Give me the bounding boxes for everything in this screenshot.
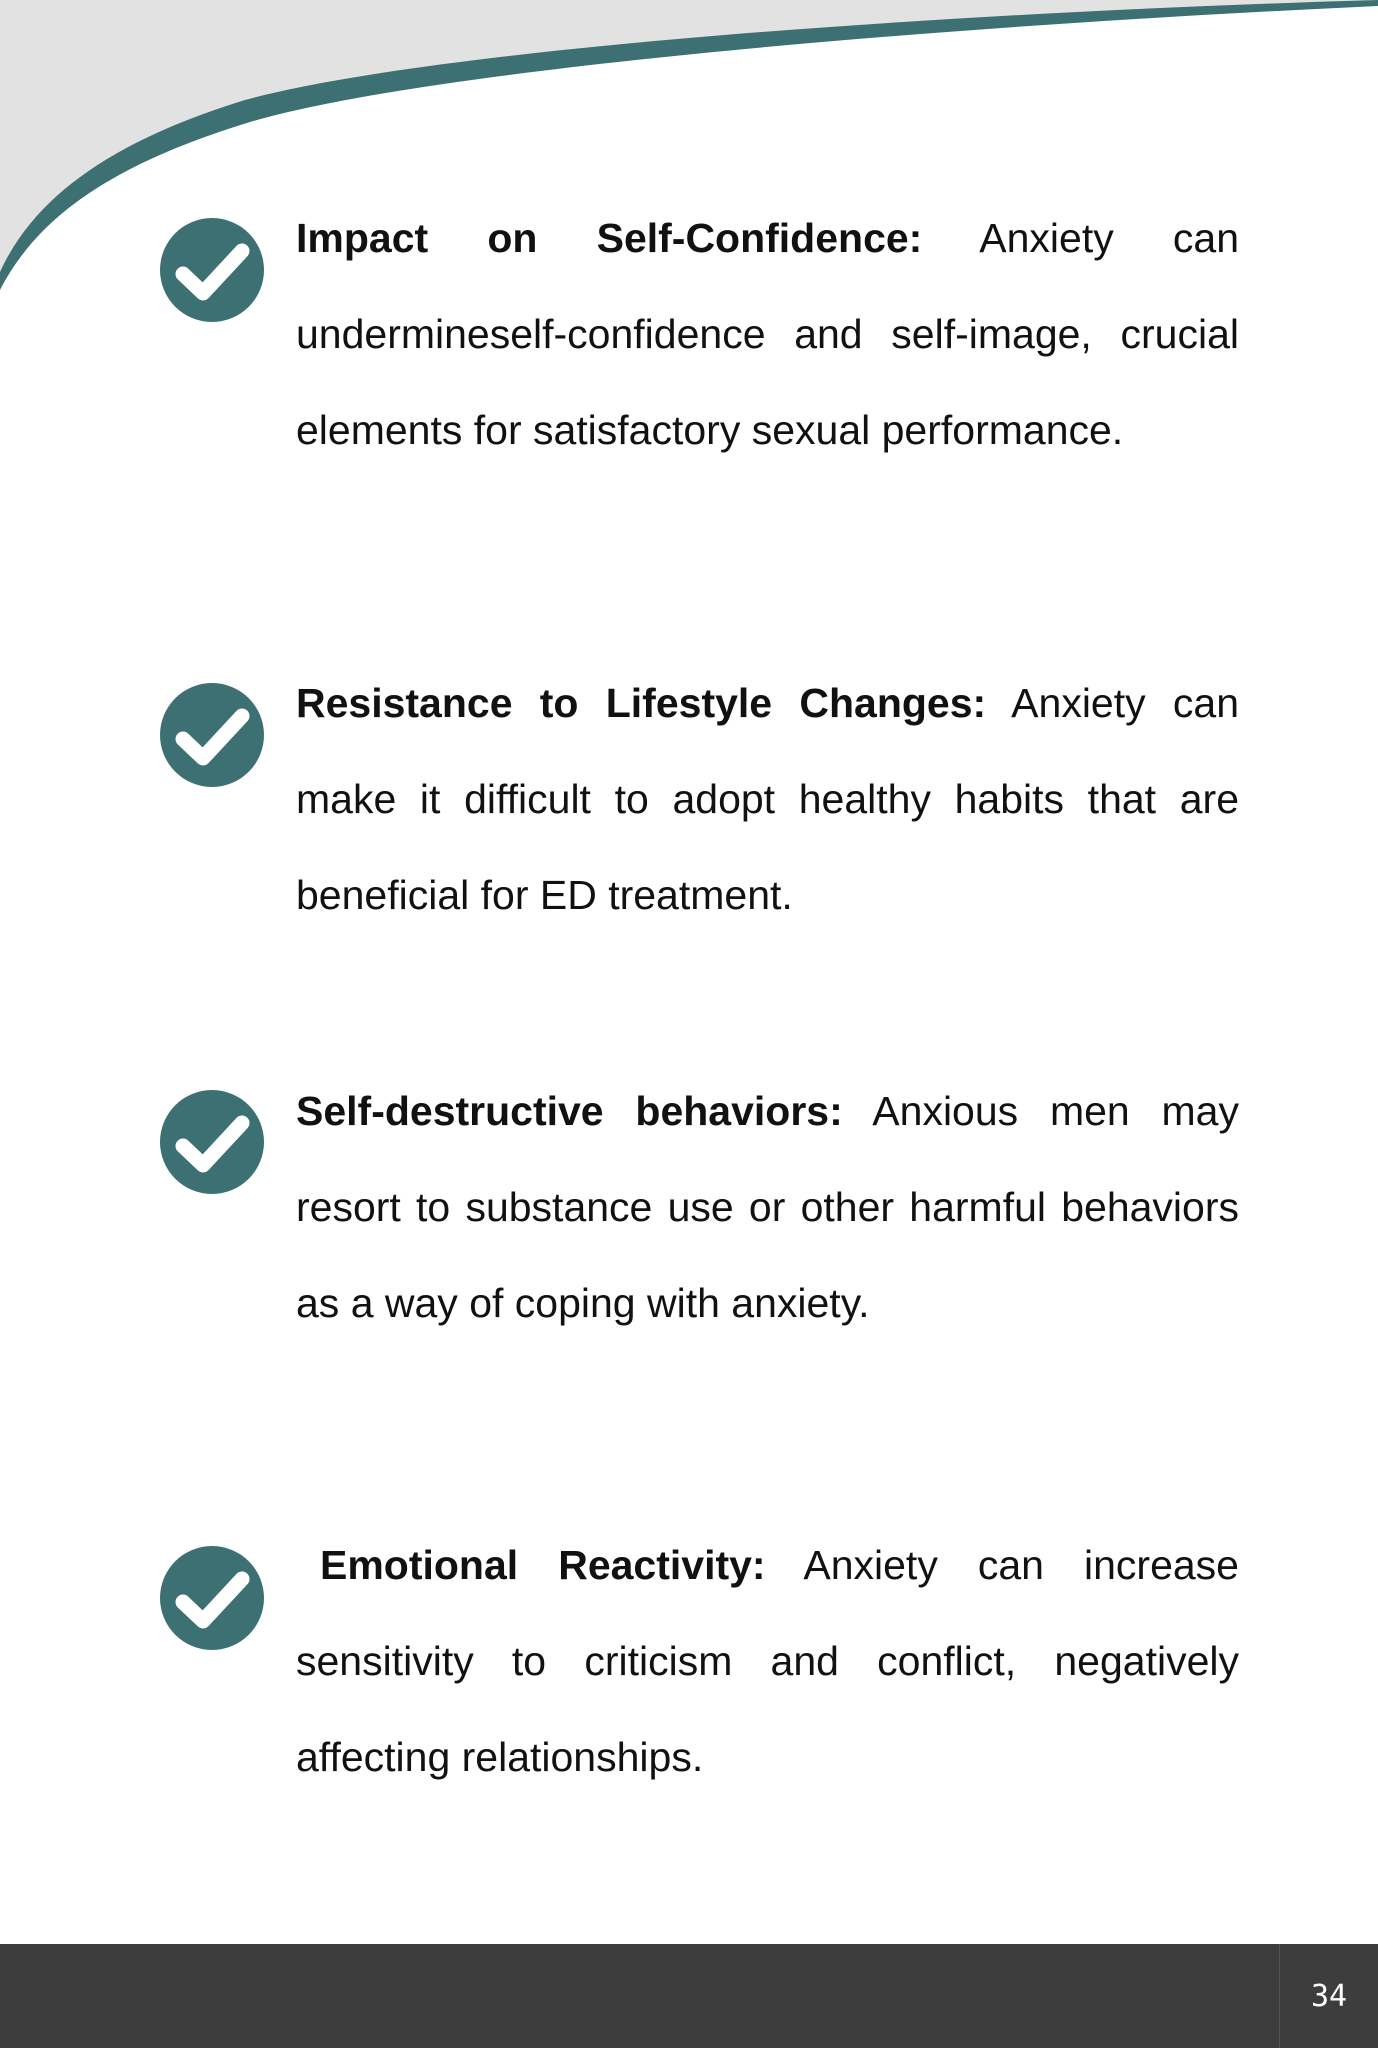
footer-bar [0, 1944, 1378, 2048]
item-body: Anxiety can increase sensitivity to criticism and conflict, negatively affecting relationships. [296, 1542, 1239, 1780]
check-circle-icon [160, 218, 264, 322]
page-number-box [1279, 1944, 1378, 2048]
item-lead: Self-destructive behaviors: [296, 1088, 843, 1134]
check-circle-icon [160, 683, 264, 787]
item-text [296, 190, 1239, 478]
item-lead: Emotional Reactivity: [320, 1542, 766, 1588]
item-text [296, 655, 1239, 943]
item-text [296, 1517, 1239, 1805]
check-circle-icon [160, 1090, 264, 1194]
item-body: Anxiety can undermineself-confidence and self-image, crucial elements for satisfactory sexual performance. [296, 215, 1239, 453]
item-lead: Resistance to Lifestyle Changes: [296, 680, 987, 726]
item-body: Anxiety can make it difficult to adopt healthy habits that are beneficial for ED treatment. [296, 680, 1240, 918]
page-number: 34 [1310, 1978, 1348, 2014]
item-lead: Impact on Self-Confidence: [296, 215, 923, 261]
check-circle-icon [160, 1546, 264, 1650]
item-body: Anxious men may resort to substance use or other harmful behaviors as a way of coping with anxiety. [296, 1088, 1239, 1326]
item-text [296, 1063, 1239, 1351]
